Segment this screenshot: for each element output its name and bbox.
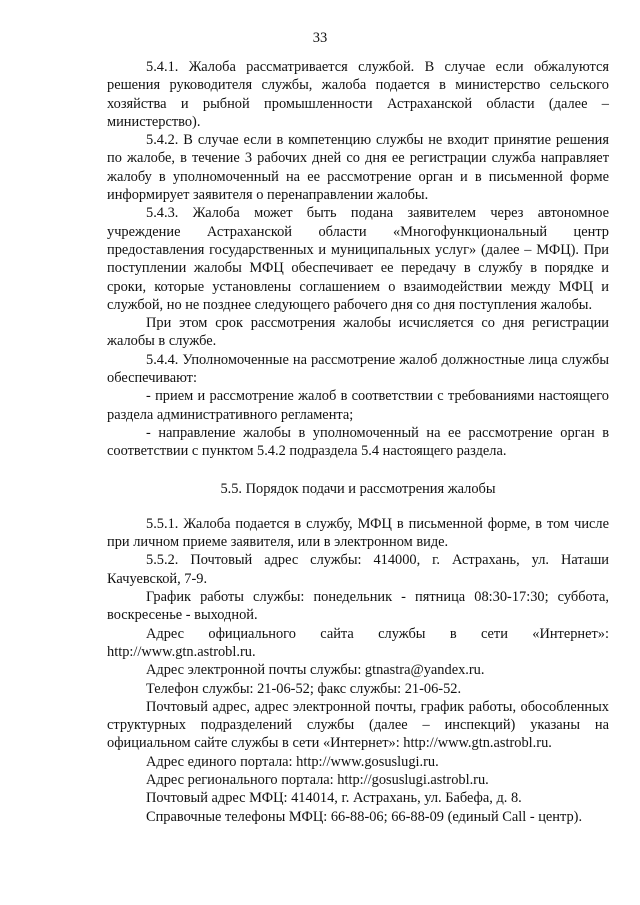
list-item-reception: - прием и рассмотрение жалоб в соответствии с требованиями настоящего раздела административного регламента; <box>107 388 609 423</box>
paragraph-5-4-4: 5.4.4. Уполномоченные на рассмотрение жалоб должностные лица службы обеспечивают: <box>107 351 609 387</box>
paragraph-phone: Телефон службы: 21-06-52; факс службы: 21-06-52. <box>146 680 462 697</box>
paragraph-mfc-address: Почтовый адрес МФЦ: 414014, г. Астрахань, ул. Бабефа, д. 8. <box>146 790 522 807</box>
paragraph-5-5-1: 5.5.1. Жалоба подается в службу, МФЦ в письменной форме, в том числе при личном приеме заявителя, или в электронном виде. <box>107 515 609 551</box>
paragraph-regional-portal: Адрес регионального портала: http://gosuslugi.astrobl.ru. <box>146 771 489 788</box>
list-item-forwarding: - направление жалобы в уполномоченный на ее рассмотрение орган в соответствии с пунктом 5.4.2 подраздела 5.4 настоящего раздела. <box>107 424 609 460</box>
paragraph-5-5-2: 5.5.2. Почтовый адрес службы: 414000, г. Астрахань, ул. Наташи Качуевской, 7-9. <box>107 552 609 587</box>
paragraph-5-4-3: 5.4.3. Жалоба может быть подана заявителем через автономное учреждение Астраханской области «Многофункциональный центр предоставления государственных и муниципальных услуг» (далее – МФЦ). При поступлении жалобы МФЦ обеспечивает ее передачу в службу в порядке и сроки, которые установлены соглашением о взаимодействии между МФЦ и службой, но не позднее следующего рабочего дня со дня поступления жалобы. <box>107 205 609 313</box>
paragraph-email: Адрес электронной почты службы: gtnastra@yandex.ru. <box>146 662 485 679</box>
paragraph-schedule: График работы службы: понедельник - пятница 08:30-17:30; суббота, воскресенье - выходной. <box>107 589 609 624</box>
section-heading-5-5: 5.5. Порядок подачи и рассмотрения жалобы <box>220 480 496 497</box>
document-body <box>107 58 609 826</box>
paragraph-mfc-phones: Справочные телефоны МФЦ: 66-88-06; 66-88-09 (единый Call - центр). <box>146 808 583 825</box>
paragraph-review-term: При этом срок рассмотрения жалобы исчисляется со дня регистрации жалобы в службе. <box>107 315 609 350</box>
paragraph-5-4-1: 5.4.1. Жалоба рассматривается службой. В случае если обжалуются решения руководителя службы, жалоба подается в министерство сельского хозяйства и рыбной промышленности Астраханской области (далее – министерство). <box>107 59 609 130</box>
page-number: 33 <box>312 30 328 46</box>
paragraph-inspections: Почтовый адрес, адрес электронной почты, график работы, обособленных структурных подразделений службы (далее – инспекций) указаны на официальном сайте службы в сети «Интернет»: http://www.gtn.astrobl.ru. <box>107 698 609 752</box>
paragraph-5-4-2: 5.4.2. В случае если в компетенцию службы не входит принятие решения по жалобе, в течение 3 рабочих дней со дня ее регистрации служба направляет жалобу в уполномоченный на ее рассмотрение орган и в письменной форме информирует заявителя о перенаправлении жалобы. <box>107 132 609 204</box>
paragraph-website: Адрес официального сайта службы в сети «Интернет»: http://www.gtn.astrobl.ru. <box>107 625 609 660</box>
paragraph-unified-portal: Адрес единого портала: http://www.gosuslugi.ru. <box>146 753 439 770</box>
